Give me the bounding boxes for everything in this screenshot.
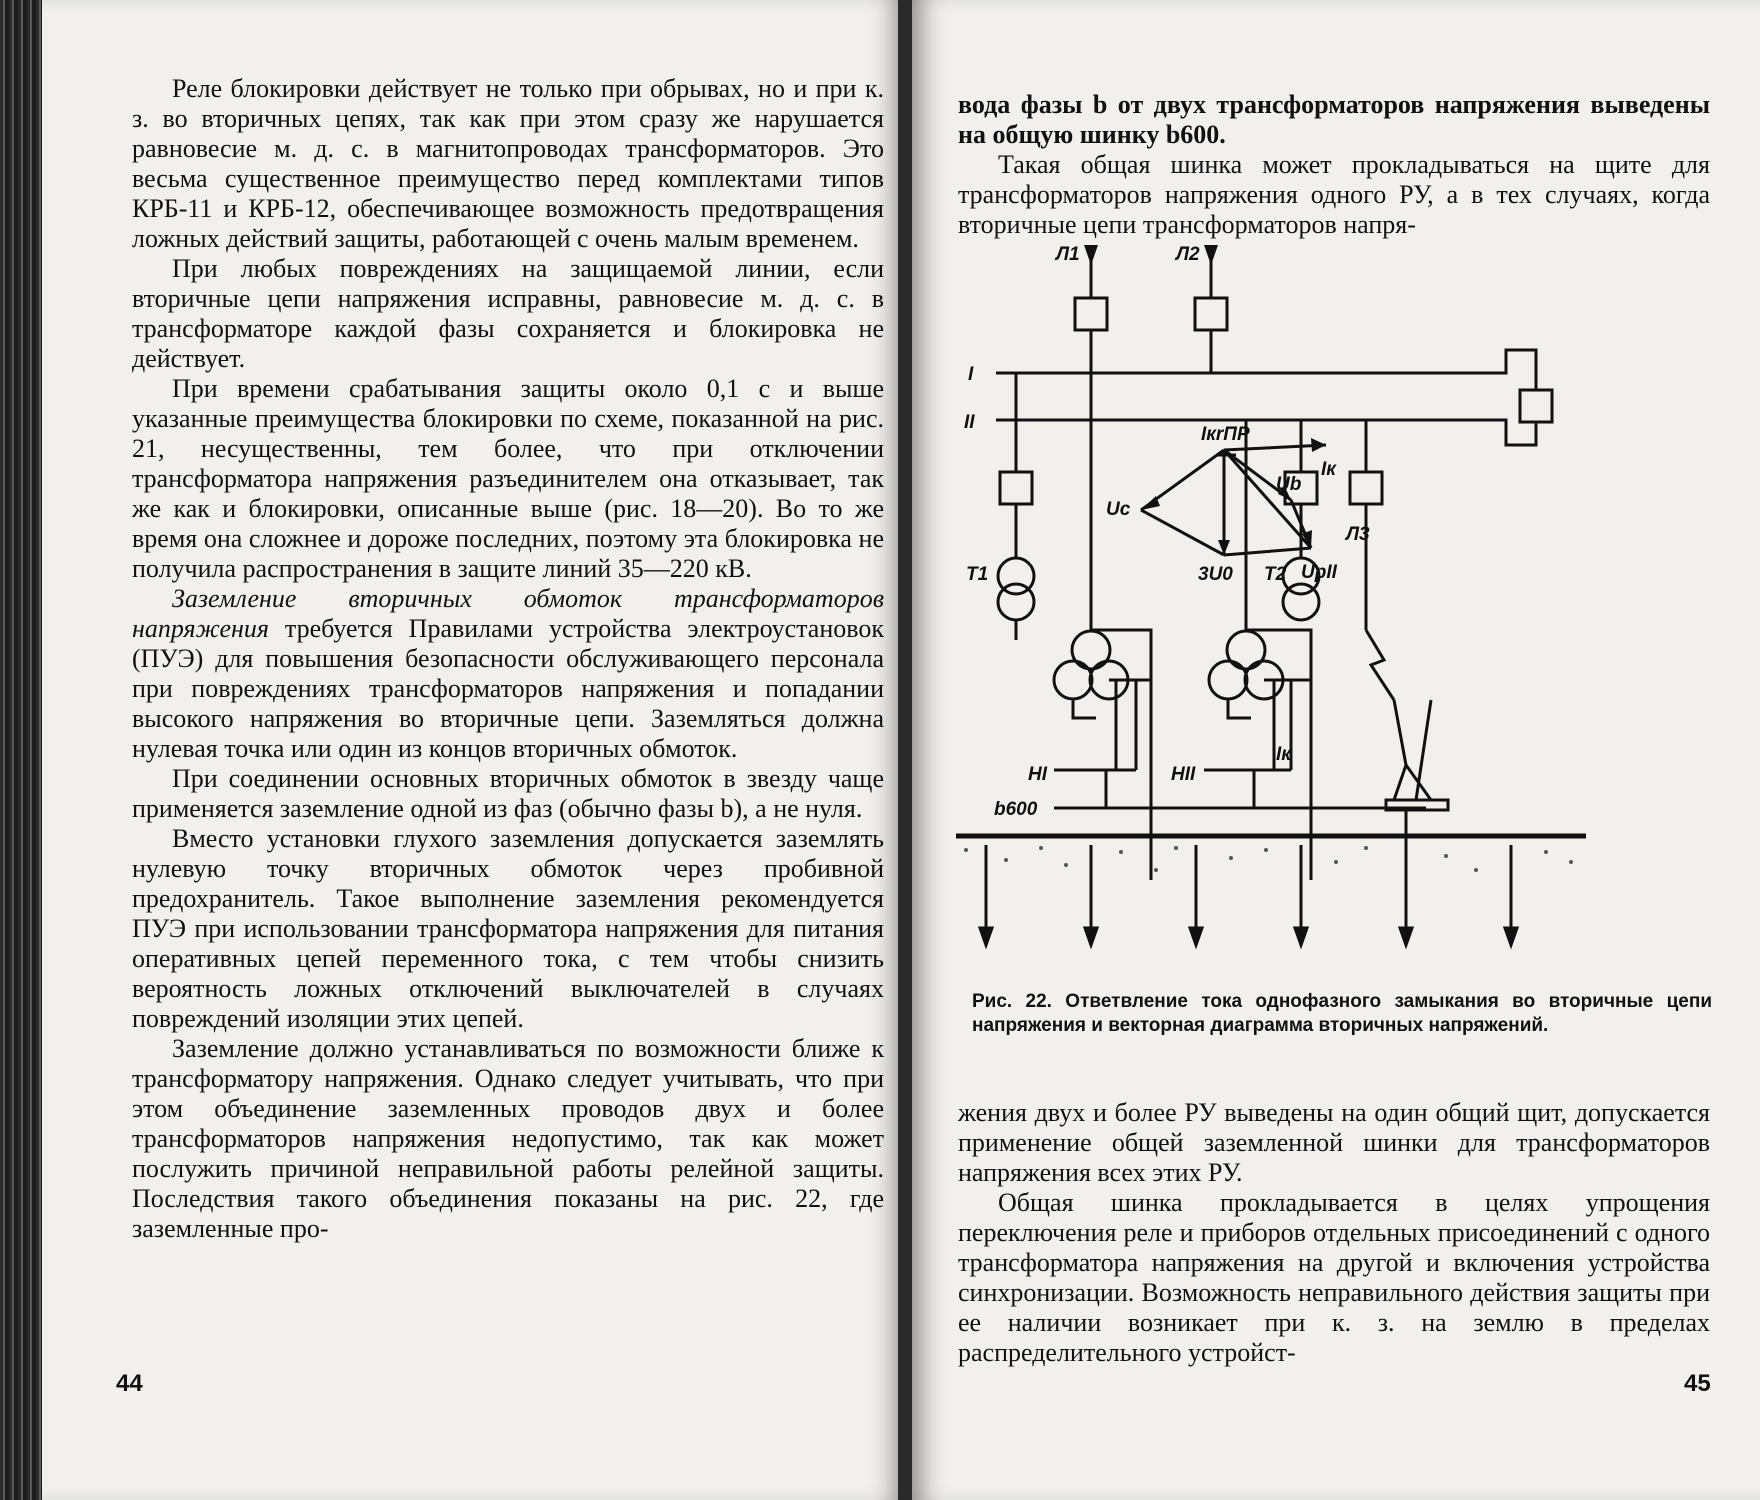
left-paragraph-5: При соединении основных вторичных обмоток в звезду чаще применяется заземление одной из фаз (обычно фазы b), а не нуля. (132, 764, 884, 823)
right-paragraph-2: Такая общая шинка может прокладываться на щите для трансформаторов напряжения одного РУ, а в тех случаях, когда вторичные цепи трансформаторов напря- (958, 150, 1710, 239)
label-n1: HI (1028, 764, 1047, 785)
book-edge (0, 0, 42, 1500)
page-number-right: 45 (1684, 1370, 1711, 1397)
left-paragraph-6: Вместо установки глухого заземления допускается заземлять нулевую точку вторичных обмоток через пробивной предохранитель. Такое выполнение заземления рекомендуется ПУЭ при использовании трансформатора напряжения для питания оперативных цепей переменного тока, с тем чтобы снизить вероятность ложных отключений выключателей в случаях повреждений изоляции этих цепей. (132, 824, 884, 1033)
label-upii: UpII (1301, 562, 1337, 583)
left-paragraph-7: Заземление должно устанавливаться по возможности ближе к трансформатору напряжения. Однако следует учитывать, что при этом объединение заземленных проводов двух и более трансформаторов напряжения недопустимо, так как может послужить причиной неправильной работы релейной защиты. Последствия такого объединения показаны на рис. 22, где заземленные про- (132, 1034, 884, 1243)
right-page (912, 0, 1760, 1500)
label-ik: Iк (1321, 459, 1336, 480)
label-l2: Л2 (1176, 244, 1200, 265)
label-bus-2: II (964, 412, 975, 433)
label-ub: Ub (1276, 474, 1302, 495)
left-paragraph-2: При любых повреждениях на защищаемой линии, если вторичные цепи напряжения исправны, равновесие м. д. с. в трансформаторе каждой фазы сохраняется и блокировка не действует. (132, 254, 884, 373)
right-page-text-top (958, 90, 1710, 240)
label-uc: Uc (1106, 499, 1131, 520)
page-number-left: 44 (116, 1370, 143, 1397)
label-ik-rpr: IкrПР (1201, 424, 1250, 445)
label-n2: HII (1171, 764, 1196, 785)
left-paragraph-3: При времени срабатывания защиты около 0,1 с и выше указанные преимущества блокировки по схеме, показанной на рис. 21, несущественны, тем более, что при отключении трансформатора напряжения разъединителем она отказывает, так же как и блокировки, описанные выше (рис. 18—20). Во то же время она сложнее и дороже последних, поэтому эта блокировка не получила распространения в защите линий 35—220 кВ. (132, 374, 884, 583)
label-b600: b600 (994, 799, 1038, 820)
label-t2: T2 (1264, 564, 1287, 585)
figure-22-diagram (946, 240, 1706, 1000)
label-ik-lower: Iк (1276, 744, 1291, 765)
label-l1: Л1 (1056, 244, 1080, 265)
right-paragraph-4: Общая шинка прокладывается в целях упрощения переключения реле и приборов отдельных присоединений с одного трансформатора напряжения на другой и включения устройства синхронизации. Возможность неправильного действия защиты при ее наличии возникает при к. з. на землю в пределах распределительного устройст- (958, 1188, 1710, 1367)
label-bus-1: I (968, 364, 974, 385)
right-paragraph-3: жения двух и более РУ выведены на один общий щит, допускается применение общей заземленной шинки для трансформаторов напряжения всех этих РУ. (958, 1098, 1710, 1187)
left-page (42, 0, 904, 1500)
left-page-text (132, 74, 884, 1244)
label-3u0: 3U0 (1198, 564, 1233, 585)
left-paragraph-4-italic: Заземление вторичных обмоток трансформаторов напряжения (132, 584, 884, 643)
left-paragraph-4-rest: требуется Правилами устройства электроустановок (ПУЭ) для повышения безопасности обслуживающего персонала при повреждениях трансформаторов напряжения и попадании высокого напряжения во вторичные цепи. Заземляться должна нулевая точка или один из концов вторичных обмоток. (132, 614, 884, 763)
left-paragraph-4 (132, 584, 884, 764)
right-paragraph-1: вода фазы b от двух трансформаторов напряжения выведены на общую шинку b600. (958, 90, 1710, 149)
left-paragraph-1: Реле блокировки действует не только при обрывах, но и при к. з. во вторичных цепях, так как при этом сразу же нарушается равновесие м. д. с. в магнитопроводах трансформаторов. Это весьма существенное преимущество перед комплектами типов КРБ-11 и КРБ-12, обеспечивающее возможность предотвращения ложных действий защиты, работающей с очень малым временем. (132, 74, 884, 253)
label-l3: Л3 (1346, 524, 1370, 545)
figure-caption: Рис. 22. Ответвление тока однофазного замыкания во вторичные цепи напряжения и векторная диаграмма вторичных напряжений. (972, 991, 1712, 1036)
label-t1: T1 (966, 564, 989, 585)
right-page-text-bottom (958, 1098, 1710, 1368)
